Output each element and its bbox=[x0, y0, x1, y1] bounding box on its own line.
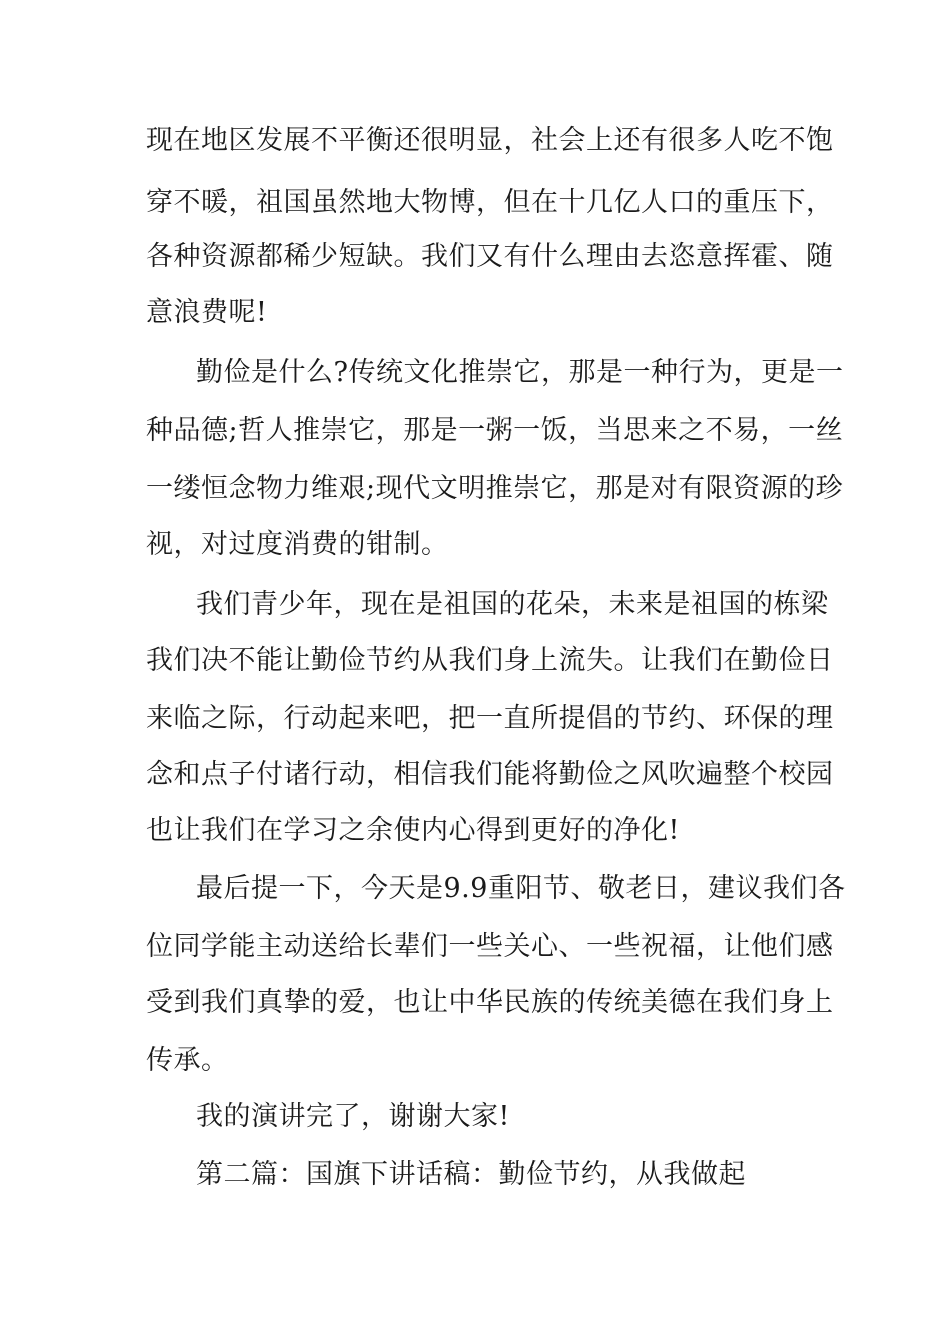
paragraph-3-line-1: 我们青少年，现在是祖国的花朵，未来是祖国的栋梁 bbox=[196, 589, 829, 620]
paragraph-3-line-4: 念和点子付诸行动，相信我们能将勤俭之风吹遍整个校园 bbox=[146, 759, 834, 790]
next-article-title: 第二篇：国旗下讲话稿：勤俭节约，从我做起 bbox=[196, 1159, 746, 1190]
paragraph-3-line-5: 也让我们在学习之余使内心得到更好的净化! bbox=[146, 815, 680, 846]
closing-line: 我的演讲完了，谢谢大家! bbox=[196, 1101, 510, 1132]
paragraph-1-line-3: 各种资源都稀少短缺。我们又有什么理由去恣意挥霍、随 bbox=[146, 241, 834, 272]
paragraph-4-line-2: 位同学能主动送给长辈们一些关心、一些祝福，让他们感 bbox=[146, 931, 834, 962]
paragraph-2-line-2: 种品德;哲人推崇它，那是一粥一饭，当思来之不易，一丝 bbox=[146, 415, 844, 446]
paragraph-3-line-2: 我们决不能让勤俭节约从我们身上流失。让我们在勤俭日 bbox=[146, 645, 834, 676]
paragraph-4-line-4: 传承。 bbox=[146, 1045, 229, 1076]
paragraph-2-line-1: 勤俭是什么?传统文化推崇它，那是一种行为，更是一 bbox=[196, 357, 844, 388]
paragraph-2-line-3: 一缕恒念物力维艰;现代文明推崇它，那是对有限资源的珍 bbox=[146, 473, 844, 504]
paragraph-1-line-1: 现在地区发展不平衡还很明显，社会上还有很多人吃不饱 bbox=[146, 125, 834, 156]
paragraph-4-line-1: 最后提一下，今天是9.9重阳节、敬老日，建议我们各 bbox=[196, 873, 846, 904]
paragraph-2-line-4: 视，对过度消费的钳制。 bbox=[146, 529, 449, 560]
paragraph-3-line-3: 来临之际，行动起来吧，把一直所提倡的节约、环保的理 bbox=[146, 703, 834, 734]
paragraph-1-line-4: 意浪费呢! bbox=[146, 297, 268, 328]
paragraph-4-line-3: 受到我们真挚的爱，也让中华民族的传统美德在我们身上 bbox=[146, 987, 834, 1018]
paragraph-1-line-2: 穿不暖，祖国虽然地大物博，但在十几亿人口的重压下， bbox=[146, 187, 834, 218]
